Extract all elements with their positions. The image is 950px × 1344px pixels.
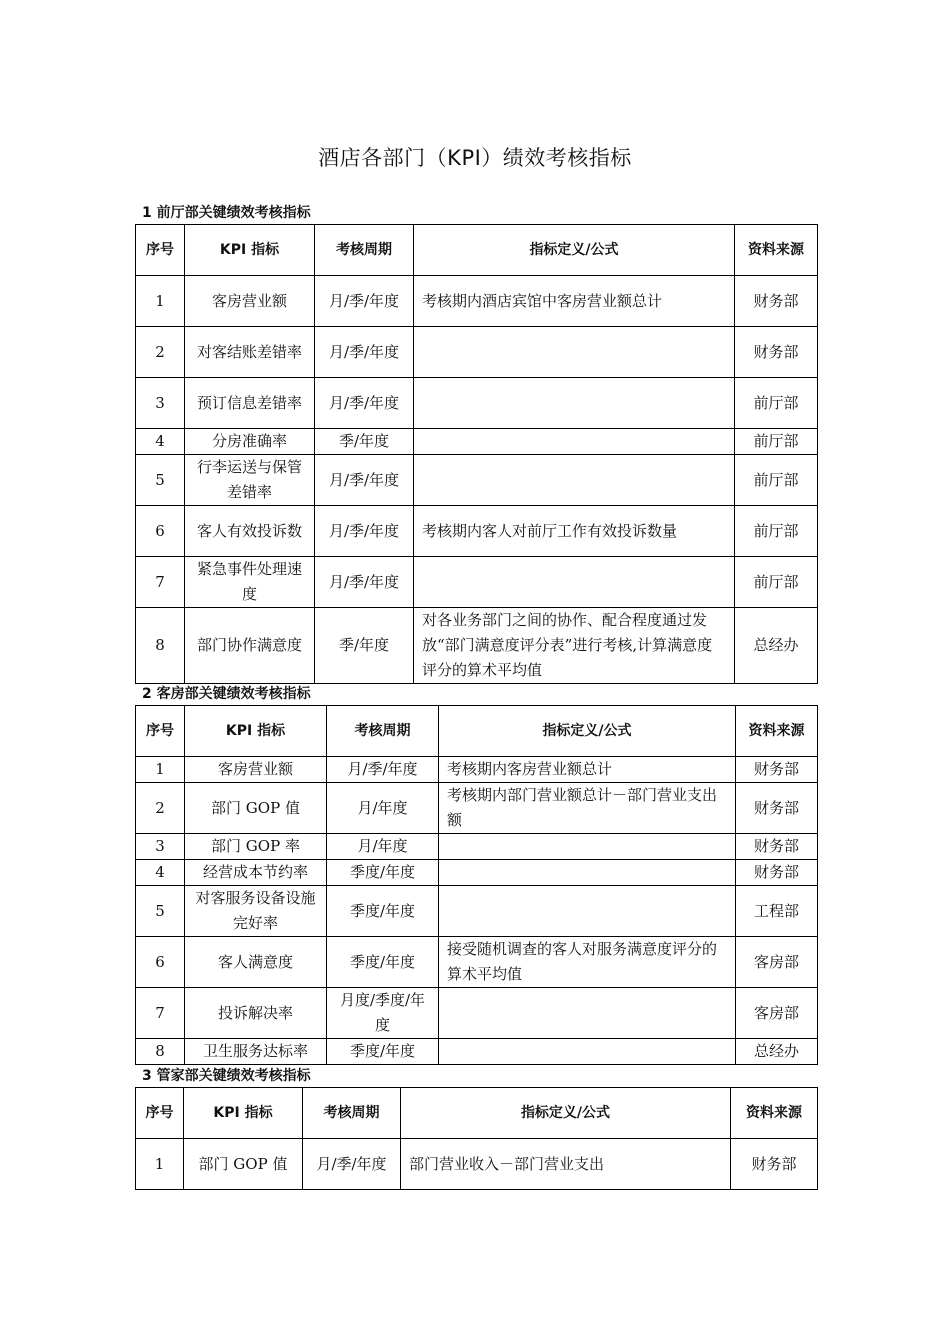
cell-source: 客房部	[736, 937, 818, 988]
cell-cycle: 季/年度	[315, 429, 414, 455]
cell-index: 2	[136, 327, 185, 378]
cell-cycle: 季/年度	[315, 608, 414, 684]
cell-cycle: 季度/年度	[327, 937, 439, 988]
section-title-front-office: 1 前厅部关键绩效考核指标	[142, 205, 311, 221]
table-row	[136, 886, 818, 937]
cell-kpi: 预订信息差错率	[185, 378, 315, 429]
cell-index: 5	[136, 886, 185, 937]
table-row	[136, 608, 818, 684]
cell-kpi: 经营成本节约率	[185, 860, 327, 886]
cell-source: 前厅部	[735, 557, 818, 608]
table-row	[136, 988, 818, 1039]
cell-kpi: 行李运送与保管差错率	[185, 455, 315, 506]
cell-source: 总经办	[735, 608, 818, 684]
cell-definition	[439, 1039, 736, 1065]
kpi-table-front-office	[135, 224, 818, 684]
cell-index: 1	[136, 1139, 184, 1190]
cell-cycle: 月/年度	[327, 783, 439, 834]
cell-kpi: 部门协作满意度	[185, 608, 315, 684]
header-index: 序号	[136, 1088, 184, 1139]
cell-definition	[439, 988, 736, 1039]
table-row	[136, 276, 818, 327]
cell-source: 前厅部	[735, 429, 818, 455]
cell-cycle: 月/季/年度	[315, 327, 414, 378]
header-cycle: 考核周期	[327, 706, 439, 757]
header-kpi: KPI 指标	[184, 1088, 303, 1139]
cell-definition: 考核期内客房营业额总计	[439, 757, 736, 783]
cell-cycle: 月/年度	[327, 834, 439, 860]
cell-definition	[414, 455, 735, 506]
cell-index: 1	[136, 757, 185, 783]
cell-definition: 对各业务部门之间的协作、配合程度通过发放“部门满意度评分表”进行考核,计算满意度评分的算术平均值	[414, 608, 735, 684]
header-definition: 指标定义/公式	[414, 225, 735, 276]
cell-source: 财务部	[736, 860, 818, 886]
table-row	[136, 860, 818, 886]
table-row	[136, 557, 818, 608]
section-title-butler: 3 管家部关键绩效考核指标	[142, 1068, 311, 1084]
cell-definition: 考核期内客人对前厅工作有效投诉数量	[414, 506, 735, 557]
cell-index: 6	[136, 506, 185, 557]
cell-cycle: 季度/年度	[327, 860, 439, 886]
cell-kpi: 客房营业额	[185, 757, 327, 783]
cell-index: 4	[136, 860, 185, 886]
header-source: 资料来源	[731, 1088, 818, 1139]
cell-index: 8	[136, 608, 185, 684]
cell-kpi: 分房准确率	[185, 429, 315, 455]
cell-definition	[414, 327, 735, 378]
cell-index: 3	[136, 834, 185, 860]
table-row	[136, 506, 818, 557]
cell-source: 财务部	[735, 276, 818, 327]
table-row	[136, 1139, 818, 1190]
table-row	[136, 937, 818, 988]
cell-cycle: 月/季/年度	[315, 506, 414, 557]
cell-kpi: 对客服务设备设施完好率	[185, 886, 327, 937]
cell-index: 7	[136, 557, 185, 608]
cell-cycle: 月/季/年度	[315, 276, 414, 327]
table-row	[136, 1039, 818, 1065]
cell-kpi: 卫生服务达标率	[185, 1039, 327, 1065]
header-kpi: KPI 指标	[185, 706, 327, 757]
cell-index: 8	[136, 1039, 185, 1065]
cell-source: 财务部	[736, 834, 818, 860]
cell-definition	[414, 557, 735, 608]
header-index: 序号	[136, 225, 185, 276]
cell-source: 前厅部	[735, 506, 818, 557]
kpi-table-butler	[135, 1087, 818, 1190]
cell-source: 总经办	[736, 1039, 818, 1065]
table-row	[136, 757, 818, 783]
table-row	[136, 327, 818, 378]
header-definition: 指标定义/公式	[439, 706, 736, 757]
cell-index: 1	[136, 276, 185, 327]
cell-index: 3	[136, 378, 185, 429]
table-row	[136, 834, 818, 860]
cell-cycle: 月/季/年度	[315, 455, 414, 506]
header-kpi: KPI 指标	[185, 225, 315, 276]
cell-definition	[414, 378, 735, 429]
cell-kpi: 客人有效投诉数	[185, 506, 315, 557]
cell-source: 客房部	[736, 988, 818, 1039]
cell-definition	[414, 429, 735, 455]
header-source: 资料来源	[735, 225, 818, 276]
cell-cycle: 月/季/年度	[315, 557, 414, 608]
section-title-housekeeping: 2 客房部关键绩效考核指标	[142, 686, 311, 702]
table-header-row	[136, 1088, 818, 1139]
cell-cycle: 月度/季度/年度	[327, 988, 439, 1039]
cell-index: 2	[136, 783, 185, 834]
cell-index: 6	[136, 937, 185, 988]
cell-definition: 部门营业收入－部门营业支出	[401, 1139, 731, 1190]
cell-kpi: 部门 GOP 值	[185, 783, 327, 834]
header-cycle: 考核周期	[303, 1088, 401, 1139]
table-row	[136, 429, 818, 455]
cell-kpi: 部门 GOP 率	[185, 834, 327, 860]
cell-kpi: 投诉解决率	[185, 988, 327, 1039]
cell-definition: 考核期内酒店宾馆中客房营业额总计	[414, 276, 735, 327]
cell-cycle: 月/季/年度	[303, 1139, 401, 1190]
kpi-table-housekeeping	[135, 705, 818, 1065]
table-header-row	[136, 225, 818, 276]
cell-definition: 接受随机调查的客人对服务满意度评分的算术平均值	[439, 937, 736, 988]
page-title: 酒店各部门（KPI）绩效考核指标	[318, 146, 632, 170]
cell-index: 7	[136, 988, 185, 1039]
table-header-row	[136, 706, 818, 757]
cell-source: 财务部	[736, 757, 818, 783]
cell-kpi: 客房营业额	[185, 276, 315, 327]
cell-cycle: 月/季/年度	[315, 378, 414, 429]
cell-definition	[439, 886, 736, 937]
cell-index: 5	[136, 455, 185, 506]
cell-source: 财务部	[736, 783, 818, 834]
header-cycle: 考核周期	[315, 225, 414, 276]
cell-kpi: 对客结账差错率	[185, 327, 315, 378]
cell-cycle: 季度/年度	[327, 1039, 439, 1065]
cell-cycle: 月/季/年度	[327, 757, 439, 783]
cell-kpi: 部门 GOP 值	[184, 1139, 303, 1190]
cell-source: 财务部	[731, 1139, 818, 1190]
cell-source: 前厅部	[735, 455, 818, 506]
table-row	[136, 783, 818, 834]
cell-definition: 考核期内部门营业额总计－部门营业支出额	[439, 783, 736, 834]
header-source: 资料来源	[736, 706, 818, 757]
table-row	[136, 455, 818, 506]
cell-cycle: 季度/年度	[327, 886, 439, 937]
cell-kpi: 紧急事件处理速度	[185, 557, 315, 608]
cell-source: 财务部	[735, 327, 818, 378]
cell-kpi: 客人满意度	[185, 937, 327, 988]
cell-source: 工程部	[736, 886, 818, 937]
cell-definition	[439, 834, 736, 860]
cell-index: 4	[136, 429, 185, 455]
header-definition: 指标定义/公式	[401, 1088, 731, 1139]
cell-source: 前厅部	[735, 378, 818, 429]
cell-definition	[439, 860, 736, 886]
header-index: 序号	[136, 706, 185, 757]
table-row	[136, 378, 818, 429]
